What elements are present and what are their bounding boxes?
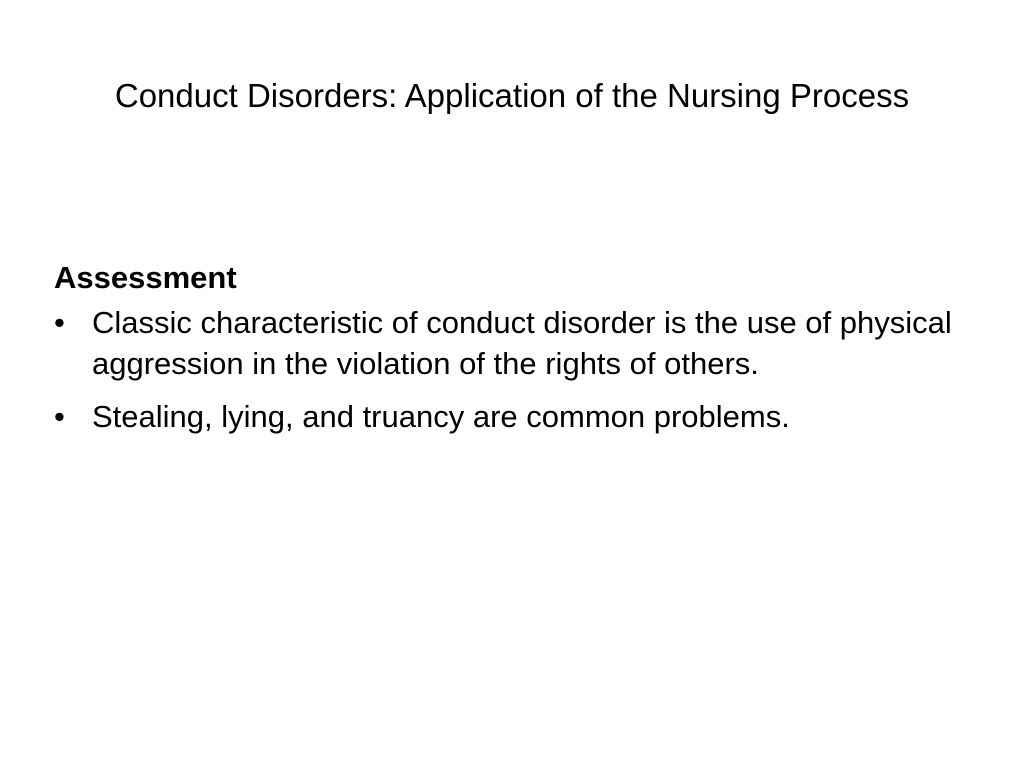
bullet-icon: • [54,305,65,340]
slide-body [54,256,954,449]
slide-title: Conduct Disorders: Application of the Nursing Process [114,77,910,114]
section-heading: Assessment [54,260,237,295]
bullet-icon: • [54,399,65,434]
bullet-item [54,302,954,384]
bullet-list [54,302,954,437]
bullet-text: Stealing, lying, and truancy are common problems. [92,399,790,434]
bullet-item [54,396,954,437]
bullet-text: Classic characteristic of conduct disorder is the use of physical aggression in the violation of the rights of others. [92,305,952,381]
